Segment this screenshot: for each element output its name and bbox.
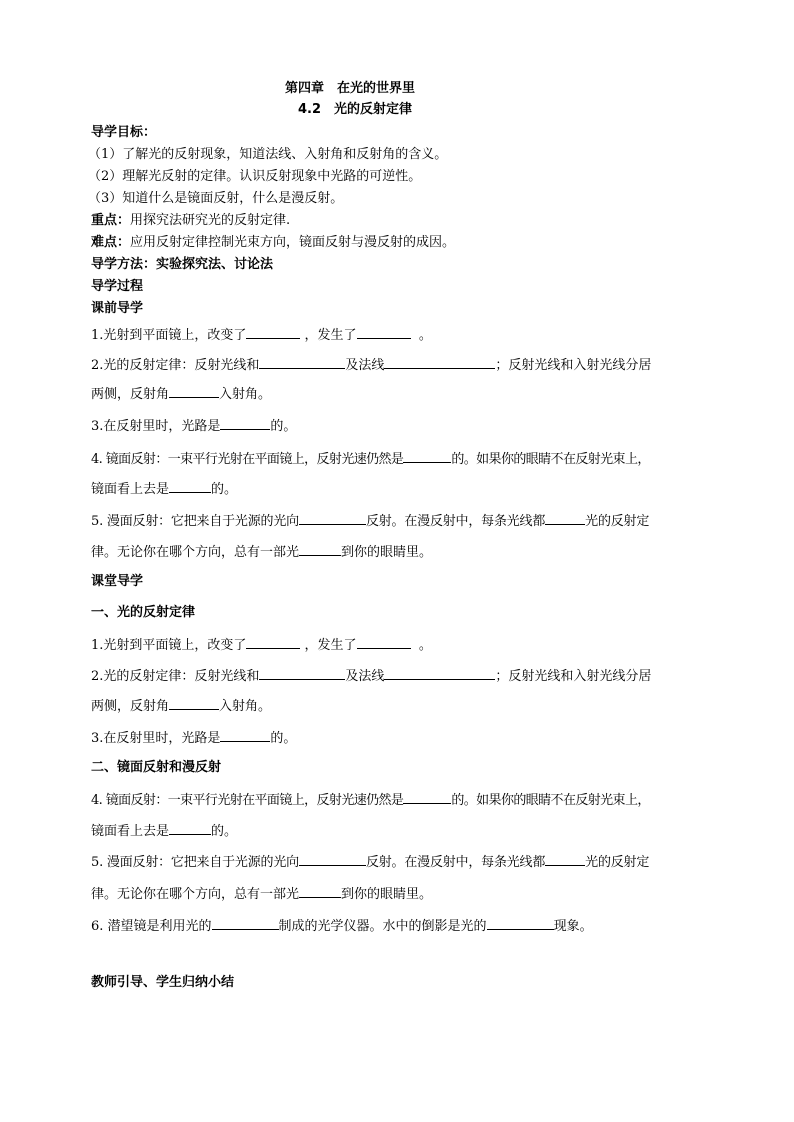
class-q5-text-d: 律。无论你在哪个方向，总有一部光 — [91, 887, 300, 902]
answer-blank[interactable] — [246, 636, 300, 649]
pre-q2-text-b: 及法线 — [345, 358, 385, 373]
class-q6-text-b: 制成的光学仪器。水中的倒影是光的 — [278, 919, 487, 934]
difficulty-label: 难点： — [91, 235, 131, 250]
class-q2-text-b: 及法线 — [345, 669, 385, 684]
answer-blank[interactable] — [169, 697, 219, 710]
pre-q1-text-c: 。 — [418, 328, 432, 343]
pre-q4-text-b: 的。如果你的眼睛不在反射光束上， — [451, 452, 650, 467]
pre-q4-text-d: 的。 — [211, 482, 238, 497]
class-q2-cont — [91, 697, 271, 715]
answer-blank[interactable] — [259, 356, 345, 369]
answer-blank[interactable] — [299, 543, 341, 556]
pre-q2-text-c: ；反射光线和入射光线分居 — [495, 358, 652, 373]
class-q5 — [91, 853, 649, 871]
objective-item-3: （3）知道什么是镜面反射，什么是漫反射。 — [88, 191, 344, 206]
class-q1 — [91, 636, 432, 654]
key-point-label: 重点： — [91, 213, 131, 228]
pre-q2 — [91, 356, 651, 374]
answer-blank[interactable] — [357, 636, 411, 649]
pre-q3 — [91, 417, 296, 435]
pre-q2-text-e: 入射角。 — [219, 387, 272, 402]
class-q2-text-e: 入射角。 — [219, 699, 272, 714]
answer-blank[interactable] — [487, 917, 554, 930]
difficulty — [91, 235, 455, 251]
pre-q4-text-c: 镜面看上去是 — [91, 482, 170, 497]
class-q5-text-b: 反射。在漫反射中，每条光线都 — [365, 855, 546, 870]
pre-q3-text-b: 的。 — [270, 419, 297, 434]
class-q5-cont — [91, 885, 432, 903]
class-q6-text-a: 6. 潜望镜是利用光的 — [91, 919, 212, 934]
class-q1-text-a: 1.光射到平面镜上，改变了 — [91, 638, 247, 653]
pre-q3-text-a: 3.在反射里时，光路是 — [91, 419, 221, 434]
answer-blank[interactable] — [384, 667, 495, 680]
answer-blank[interactable] — [246, 326, 300, 339]
pre-q5-text-b: 反射。在漫反射中，每条光线都 — [365, 514, 546, 529]
pre-q2-cont — [91, 385, 271, 403]
class-q4 — [91, 791, 650, 809]
answer-blank[interactable] — [220, 729, 270, 742]
class-q4-text-a: 4. 镜面反射：一束平行光射在平面镜上，反射光速仍然是 — [91, 793, 404, 808]
class-q1-text-b: ，发生了 — [304, 638, 357, 653]
answer-blank[interactable] — [299, 512, 366, 525]
class-q2 — [91, 667, 651, 685]
difficulty-text: 应用反射定律控制光束方向，镜面反射与漫反射的成因。 — [130, 235, 456, 250]
class-q3-text-a: 3.在反射里时，光路是 — [91, 731, 221, 746]
part1-heading: 一、光的反射定律 — [91, 605, 196, 620]
class-q5-text-c: 光的反射定 — [585, 855, 650, 870]
answer-blank[interactable] — [220, 417, 270, 430]
pre-q5-text-a: 5. 漫面反射：它把来自于光源的光向 — [91, 514, 299, 529]
pre-q5-text-c: 光的反射定 — [585, 514, 650, 529]
key-point — [91, 213, 290, 229]
answer-blank[interactable] — [169, 480, 211, 493]
pre-q1 — [91, 326, 432, 344]
key-point-text: 用探究法研究光的反射定律. — [130, 213, 291, 228]
class-q4-text-c: 镜面看上去是 — [91, 824, 170, 839]
pre-q5-text-e: 到你的眼睛里。 — [341, 545, 433, 560]
pre-q5-text-d: 律。无论你在哪个方向，总有一部光 — [91, 545, 300, 560]
pre-q4 — [91, 450, 650, 468]
pre-q1-text-a: 1.光射到平面镜上，改变了 — [91, 328, 247, 343]
answer-blank[interactable] — [545, 853, 585, 866]
objective-item-1: （1）了解光的反射现象，知道法线、入射角和反射角的含义。 — [88, 147, 448, 162]
objective-item-2: （2）理解光反射的定律。认识反射现象中光路的可逆性。 — [88, 169, 422, 184]
class-q4-text-d: 的。 — [211, 824, 238, 839]
pre-q4-cont — [91, 480, 237, 498]
class-q2-text-c: ；反射光线和入射光线分居 — [495, 669, 652, 684]
class-q4-text-b: 的。如果你的眼睛不在反射光束上， — [451, 793, 650, 808]
part2-heading: 二、镜面反射和漫反射 — [91, 760, 222, 775]
class-q1-text-c: 。 — [418, 638, 432, 653]
answer-blank[interactable] — [169, 385, 219, 398]
objectives-heading: 导学目标： — [91, 125, 157, 140]
answer-blank[interactable] — [403, 791, 451, 804]
pre-q2-text-d: 两侧，反射角 — [91, 387, 170, 402]
answer-blank[interactable] — [545, 512, 585, 525]
section-title: 4.2 光的反射定律 — [298, 102, 413, 117]
pre-q5 — [91, 512, 649, 530]
pre-q1-text-b: ，发生了 — [304, 328, 357, 343]
answer-blank[interactable] — [259, 667, 345, 680]
class-q2-text-a: 2.光的反射定律：反射光线和 — [91, 669, 260, 684]
answer-blank[interactable] — [403, 450, 451, 463]
process-heading: 导学过程 — [91, 279, 144, 294]
class-q5-text-e: 到你的眼睛里。 — [341, 887, 433, 902]
class-q4-cont — [91, 822, 237, 840]
in-class-heading: 课堂导学 — [91, 574, 144, 589]
answer-blank[interactable] — [357, 326, 411, 339]
pre-q5-cont — [91, 543, 432, 561]
class-q6 — [91, 917, 593, 935]
pre-class-heading: 课前导学 — [91, 301, 144, 316]
summary-heading: 教师引导、学生归纳小结 — [91, 975, 235, 990]
pre-q2-text-a: 2.光的反射定律：反射光线和 — [91, 358, 260, 373]
class-q3 — [91, 729, 296, 747]
class-q2-text-d: 两侧，反射角 — [91, 699, 170, 714]
answer-blank[interactable] — [299, 853, 366, 866]
answer-blank[interactable] — [169, 822, 211, 835]
pre-q4-text-a: 4. 镜面反射：一束平行光射在平面镜上，反射光速仍然是 — [91, 452, 404, 467]
class-q6-text-c: 现象。 — [553, 919, 593, 934]
class-q5-text-a: 5. 漫面反射：它把来自于光源的光向 — [91, 855, 299, 870]
method-line: 导学方法：实验探究法、讨论法 — [91, 257, 274, 272]
chapter-title: 第四章 在光的世界里 — [285, 81, 416, 96]
answer-blank[interactable] — [299, 885, 341, 898]
answer-blank[interactable] — [212, 917, 279, 930]
class-q3-text-b: 的。 — [270, 731, 297, 746]
answer-blank[interactable] — [384, 356, 495, 369]
